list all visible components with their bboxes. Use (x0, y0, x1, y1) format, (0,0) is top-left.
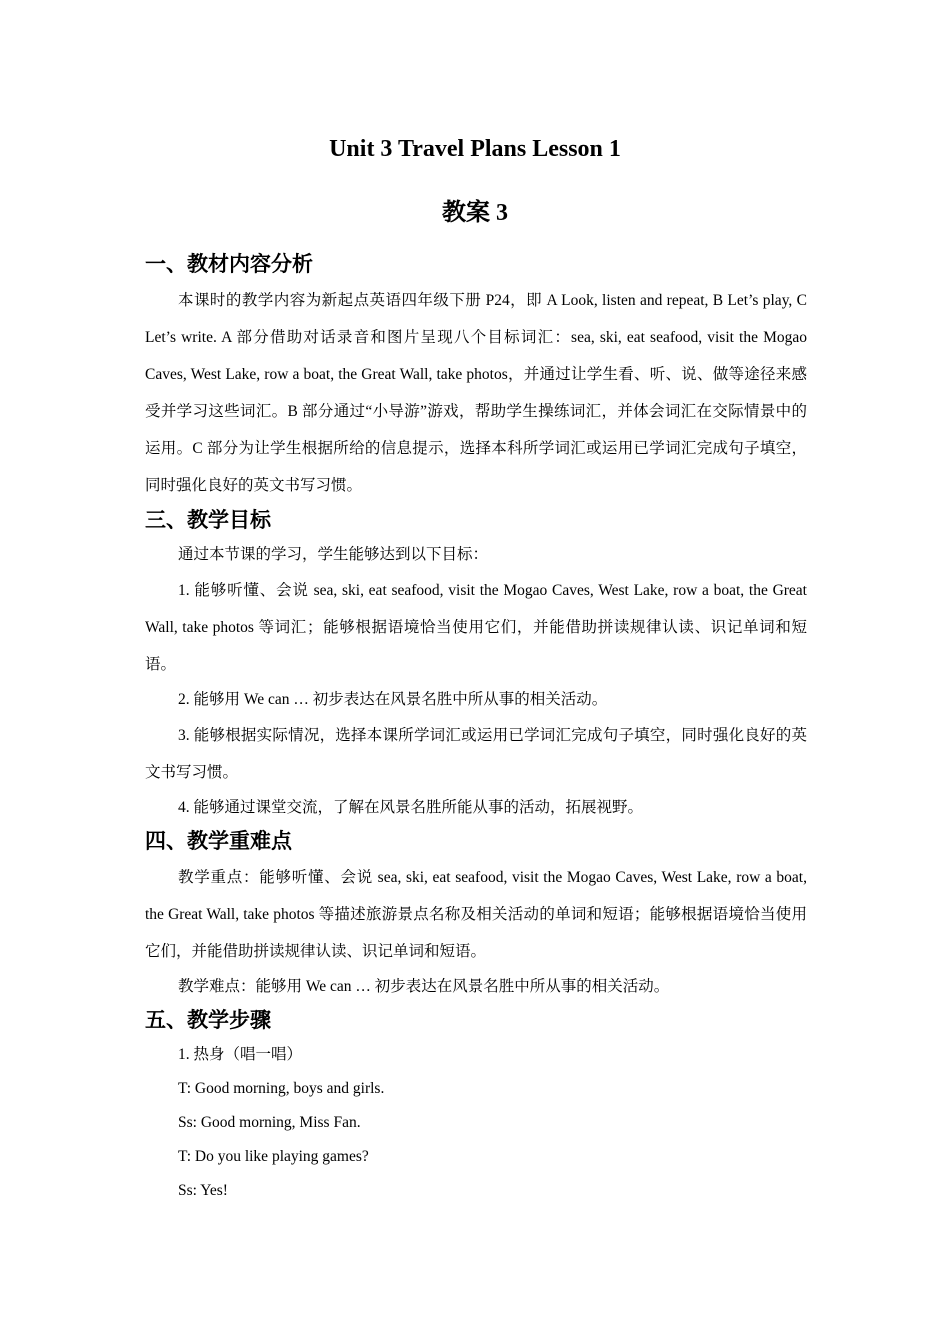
section-heading-keypoints: 四、教学重难点 (145, 829, 292, 853)
analysis-paragraph: 本课时的教学内容为新起点英语四年级下册 P24，即 A Look, listen and repeat, B Let’s play, C Let’s write. A 部分借助对话录音和图片呈现八个目标词汇：sea, ski, eat seafood, visit the Mogao Caves, West Lake, row a boat, the Great Wall, take photos，并通过让学生看、听、说、做等途径来感受并学习这些词汇。B 部分通过“小导游”游戏，帮助学生操练词汇，并体会词汇在交际情景中的运用。C 部分为让学生根据所给的信息提示，选择本科所学词汇或运用已学词汇完成句子填空，同时强化良好的英文书写习惯。 (145, 292, 807, 494)
keypoints-difficulty: 教学难点：能够用 We can … 初步表达在风景名胜中所从事的相关活动。 (178, 978, 670, 995)
keypoints-focus: 教学重点：能够听懂、会说 sea, ski, eat seafood, visit the Mogao Caves, West Lake, row a boat, the Great Wall, take photos 等描述旅游景点名称及相关活动的单词和短语；能够根据语境恰当使用它们，并能借助拼读规律认读、识记单词和短语。 (145, 869, 807, 960)
section-heading-steps: 五、教学步骤 (145, 1008, 271, 1032)
objectives-intro: 通过本节课的学习，学生能够达到以下目标： (178, 546, 489, 563)
dialogue-line-3: T: Do you like playing games? (178, 1148, 369, 1165)
dialogue-line-2: Ss: Good morning, Miss Fan. (178, 1114, 361, 1131)
section-heading-analysis: 一、教材内容分析 (145, 252, 313, 276)
objective-item-3: 3. 能够根据实际情况，选择本课所学词汇或运用已学词汇完成句子填空，同时强化良好的英文书写习惯。 (145, 727, 807, 781)
section-heading-objectives: 三、教学目标 (145, 508, 271, 532)
dialogue-line-1: T: Good morning, boys and girls. (178, 1080, 385, 1097)
step-1-title: 1. 热身（唱一唱） (178, 1046, 303, 1063)
objective-item-4: 4. 能够通过课堂交流，了解在风景名胜所能从事的活动，拓展视野。 (178, 799, 644, 816)
dialogue-line-4: Ss: Yes! (178, 1182, 228, 1199)
document-title: Unit 3 Travel Plans Lesson 1 (329, 136, 621, 162)
objective-item-1: 1. 能够听懂、会说 sea, ski, eat seafood, visit the Mogao Caves, West Lake, row a boat, the Great Wall, take photos 等词汇；能够根据语境恰当使用它们，并能借助拼读规律认读、识记单词和短语。 (145, 582, 807, 673)
document-body (145, 250, 807, 1208)
objective-item-2: 2. 能够用 We can … 初步表达在风景名胜中所从事的相关活动。 (178, 691, 608, 708)
document-subtitle: 教案 3 (442, 200, 508, 226)
